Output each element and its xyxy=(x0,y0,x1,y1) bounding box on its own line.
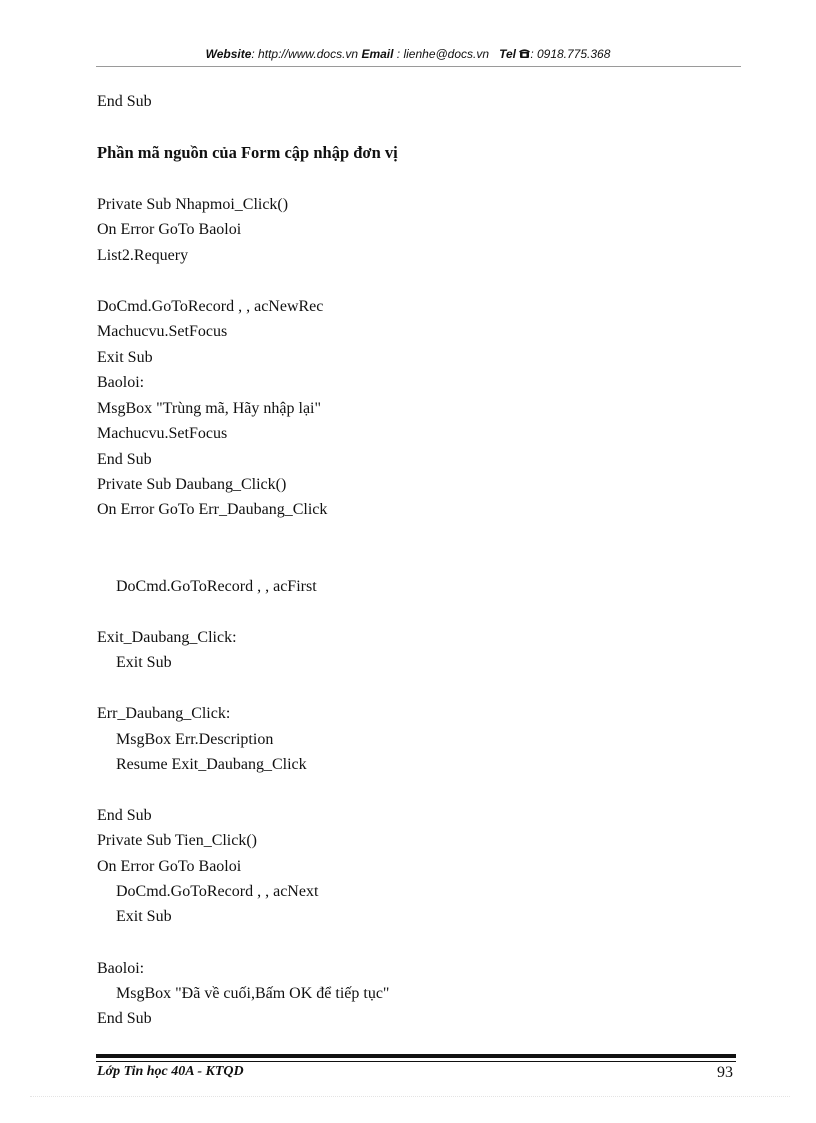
code-line: End Sub xyxy=(97,451,152,468)
code-line: Baoloi: xyxy=(97,960,145,977)
code-line: DoCmd.GoToRecord , , acNext xyxy=(116,883,319,900)
code-line: MsgBox "Đã về cuối,Bấm OK để tiếp tục" xyxy=(116,985,390,1002)
code-line: Baoloi: xyxy=(97,374,145,391)
header-divider xyxy=(96,66,741,67)
code-line: Exit Sub xyxy=(116,654,172,671)
code-line: Exit Sub xyxy=(97,349,153,366)
code-line: DoCmd.GoToRecord , , acFirst xyxy=(116,578,317,595)
tel-label: Tel xyxy=(499,47,516,61)
code-line: Exit_Daubang_Click: xyxy=(97,629,237,646)
code-line: Machucvu.SetFocus xyxy=(97,425,228,442)
code-line: On Error GoTo Baoloi xyxy=(97,858,242,875)
code-line: Exit Sub xyxy=(116,908,172,925)
code-line: End Sub xyxy=(97,807,152,824)
code-line: Machucvu.SetFocus xyxy=(97,323,228,340)
code-line: MsgBox Err.Description xyxy=(116,731,274,748)
code-line: End Sub xyxy=(97,1010,152,1027)
code-line: Err_Daubang_Click: xyxy=(97,705,231,722)
code-line: MsgBox "Trùng mã, Hãy nhập lại" xyxy=(97,400,322,417)
email-value: : lienhe@docs.vn xyxy=(393,47,490,61)
code-line: Resume Exit_Daubang_Click xyxy=(116,756,307,773)
code-line: Private Sub Nhapmoi_Click() xyxy=(97,196,289,213)
code-line: DoCmd.GoToRecord , , acNewRec xyxy=(97,298,324,315)
code-line: End Sub xyxy=(97,93,152,110)
code-line: Private Sub Tien_Click() xyxy=(97,832,258,849)
code-line: List2.Requery xyxy=(97,247,189,264)
email-label: Email xyxy=(361,47,394,61)
page-header xyxy=(0,47,816,61)
footer-class-name: Lớp Tin học 40A - KTQD xyxy=(97,1064,244,1079)
code-line: Private Sub Daubang_Click() xyxy=(97,476,287,493)
website-label: Website xyxy=(205,47,252,61)
footer-rule-thick xyxy=(96,1054,736,1058)
page-edge-divider xyxy=(30,1096,790,1097)
page-number: 93 xyxy=(717,1064,733,1081)
code-line: On Error GoTo Baoloi xyxy=(97,221,242,238)
footer-rule-thin xyxy=(96,1061,736,1062)
tel-value: : 0918.775.368 xyxy=(530,47,611,61)
section-heading: Phần mã nguồn của Form cập nhập đơn vị xyxy=(97,143,398,162)
telephone-icon xyxy=(519,49,530,59)
code-line: On Error GoTo Err_Daubang_Click xyxy=(97,501,328,518)
website-value: : http://www.docs.vn xyxy=(251,47,359,61)
